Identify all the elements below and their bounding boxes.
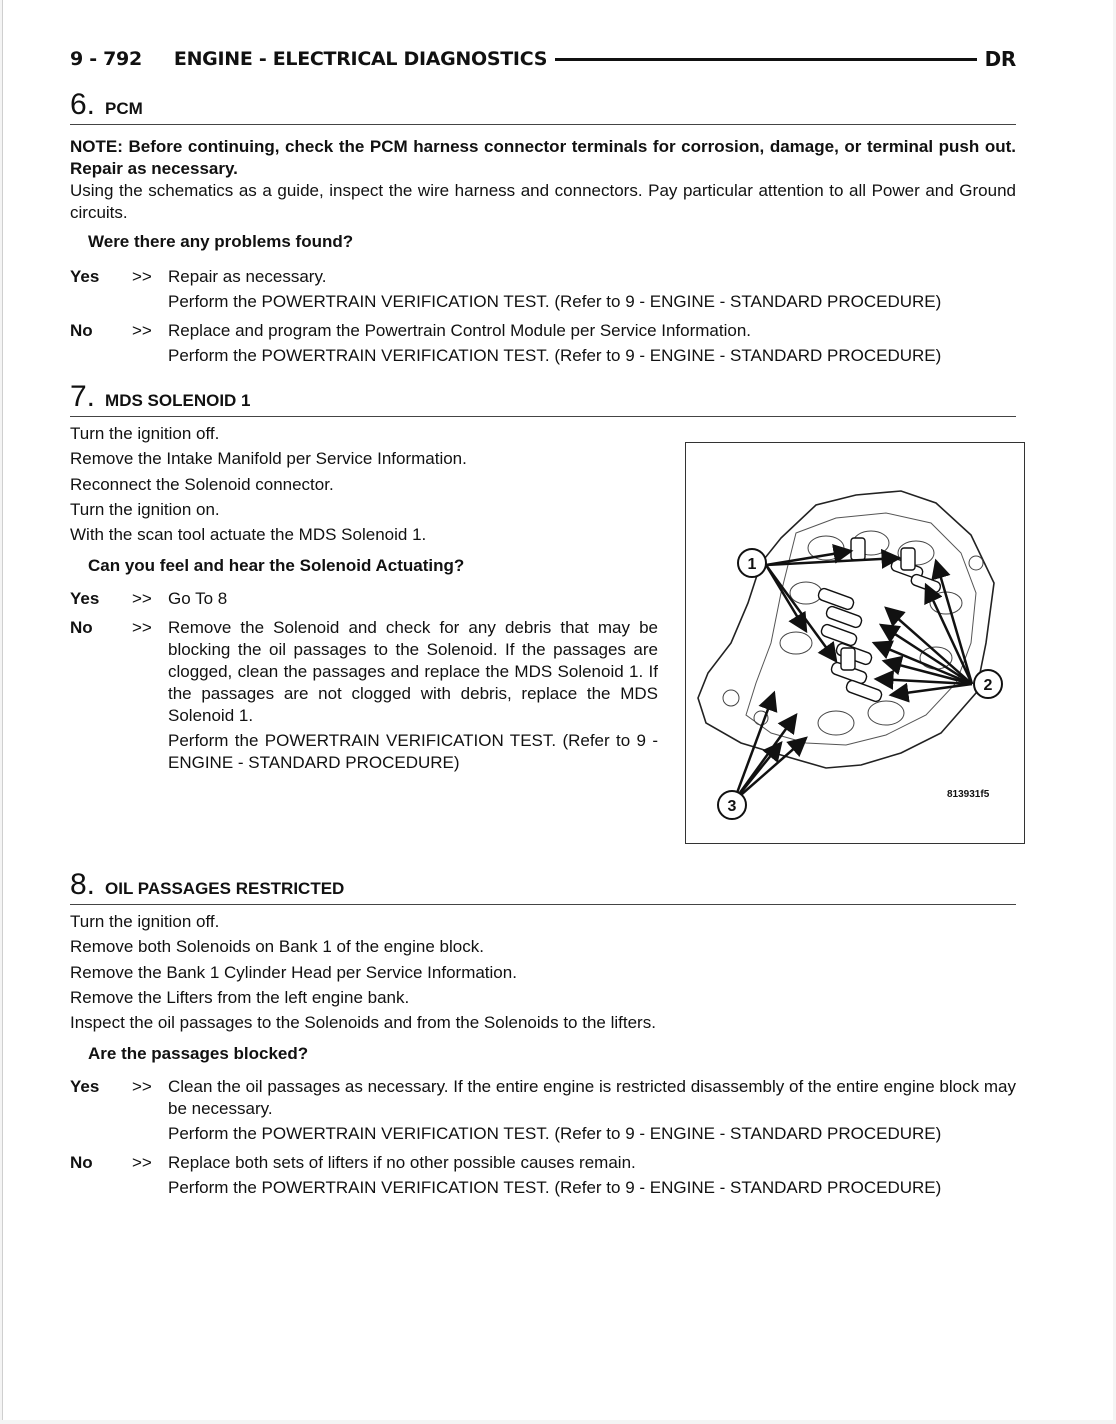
section-6-text: Using the schematics as a guide, inspect the wire harness and connectors. Pay particular attention to all Power and Ground circuits. [70, 181, 1016, 222]
no-action: Remove the Solenoid and check for any debris that may be blocking the oil passages to the Solenoid. If the passages are clogged, clean the passages and replace the MDS Solenoid 1. If the passages are not clogged with debris, replace the MDS Solenoid 1. [168, 618, 658, 725]
no-label: No [70, 618, 93, 637]
engine-block-illustration [686, 443, 1024, 843]
section-7-step: Remove the Intake Manifold per Service Information. [70, 449, 467, 468]
section-7-step: Reconnect the Solenoid connector. [70, 475, 334, 494]
callout-1-label: 1 [747, 556, 757, 573]
arrow-marker: >> [132, 321, 152, 340]
section-6-number: 6. [70, 88, 96, 121]
section-6-question: Were there any problems found? [88, 232, 354, 251]
section-8-step: Remove the Bank 1 Cylinder Head per Service Information. [70, 963, 517, 982]
section-7-no-answer [70, 617, 660, 777]
section-8-question: Are the passages blocked? [88, 1044, 309, 1063]
section-8-heading [70, 868, 1016, 905]
no-verification: Perform the POWERTRAIN VERIFICATION TEST. (Refer to 9 - ENGINE - STANDARD PROCEDURE) [168, 731, 658, 772]
no-verification: Perform the POWERTRAIN VERIFICATION TEST. (Refer to 9 - ENGINE - STANDARD PROCEDURE) [168, 1178, 942, 1197]
section-8-step: Remove the Lifters from the left engine bank. [70, 988, 410, 1007]
section-7-question: Can you feel and hear the Solenoid Actuating? [88, 556, 465, 575]
arrow-marker: >> [132, 589, 152, 608]
arrow-marker: >> [132, 618, 152, 637]
yes-label: Yes [70, 589, 100, 608]
section-7-step: Turn the ignition off. [70, 424, 220, 443]
header-title: ENGINE - ELECTRICAL DIAGNOSTICS [173, 48, 548, 70]
section-8-step: Remove both Solenoids on Bank 1 of the engine block. [70, 937, 484, 956]
section-6-yes-answer [70, 266, 1016, 316]
header-rule [555, 58, 977, 61]
yes-action: Repair as necessary. [168, 267, 327, 286]
callout-3-label: 3 [727, 798, 737, 815]
yes-label: Yes [70, 1077, 100, 1096]
section-7-step: With the scan tool actuate the MDS Solenoid 1. [70, 525, 427, 544]
yes-verification: Perform the POWERTRAIN VERIFICATION TEST. (Refer to 9 - ENGINE - STANDARD PROCEDURE) [168, 292, 942, 311]
callout-2-label: 2 [983, 677, 993, 694]
yes-action: Clean the oil passages as necessary. If the entire engine is restricted disassembly of the entire engine block may be necessary. [168, 1077, 1016, 1118]
arrow-marker: >> [132, 1077, 152, 1096]
page-header [70, 46, 1016, 72]
section-6-no-answer [70, 320, 1016, 370]
section-7-step: Turn the ignition on. [70, 500, 220, 519]
section-8-number: 8. [70, 868, 96, 901]
engine-figure [685, 442, 1025, 844]
no-label: No [70, 321, 93, 340]
section-8-yes-answer [70, 1076, 1016, 1148]
section-6-title: PCM [105, 99, 143, 118]
no-label: No [70, 1153, 93, 1172]
section-8-no-answer [70, 1152, 1016, 1202]
header-code: DR [984, 47, 1016, 71]
arrow-marker: >> [132, 267, 152, 286]
section-7-heading [70, 380, 1016, 417]
engine-block-outline [698, 491, 994, 768]
yes-action: Go To 8 [168, 589, 228, 608]
yes-verification: Perform the POWERTRAIN VERIFICATION TEST. (Refer to 9 - ENGINE - STANDARD PROCEDURE) [168, 1124, 942, 1143]
section-8-title: OIL PASSAGES RESTRICTED [105, 879, 345, 898]
section-8-step: Turn the ignition off. [70, 912, 220, 931]
no-verification: Perform the POWERTRAIN VERIFICATION TEST. (Refer to 9 - ENGINE - STANDARD PROCEDURE) [168, 346, 942, 365]
page-number: 9 - 792 [70, 48, 142, 70]
yes-label: Yes [70, 267, 100, 286]
section-8-step: Inspect the oil passages to the Solenoids and from the Solenoids to the lifters. [70, 1013, 656, 1032]
section-7-title: MDS SOLENOID 1 [105, 391, 251, 410]
section-7-yes-answer [70, 588, 660, 612]
figure-id: 813931f5 [947, 789, 990, 800]
no-action: Replace and program the Powertrain Control Module per Service Information. [168, 321, 752, 340]
arrow-marker: >> [132, 1153, 152, 1172]
section-7-number: 7. [70, 380, 96, 413]
no-action: Replace both sets of lifters if no other possible causes remain. [168, 1153, 636, 1172]
section-6-note: NOTE: Before continuing, check the PCM harness connector terminals for corrosion, damage, or terminal push out. Repair as necessary. [70, 137, 1016, 178]
section-6-heading [70, 88, 1016, 125]
